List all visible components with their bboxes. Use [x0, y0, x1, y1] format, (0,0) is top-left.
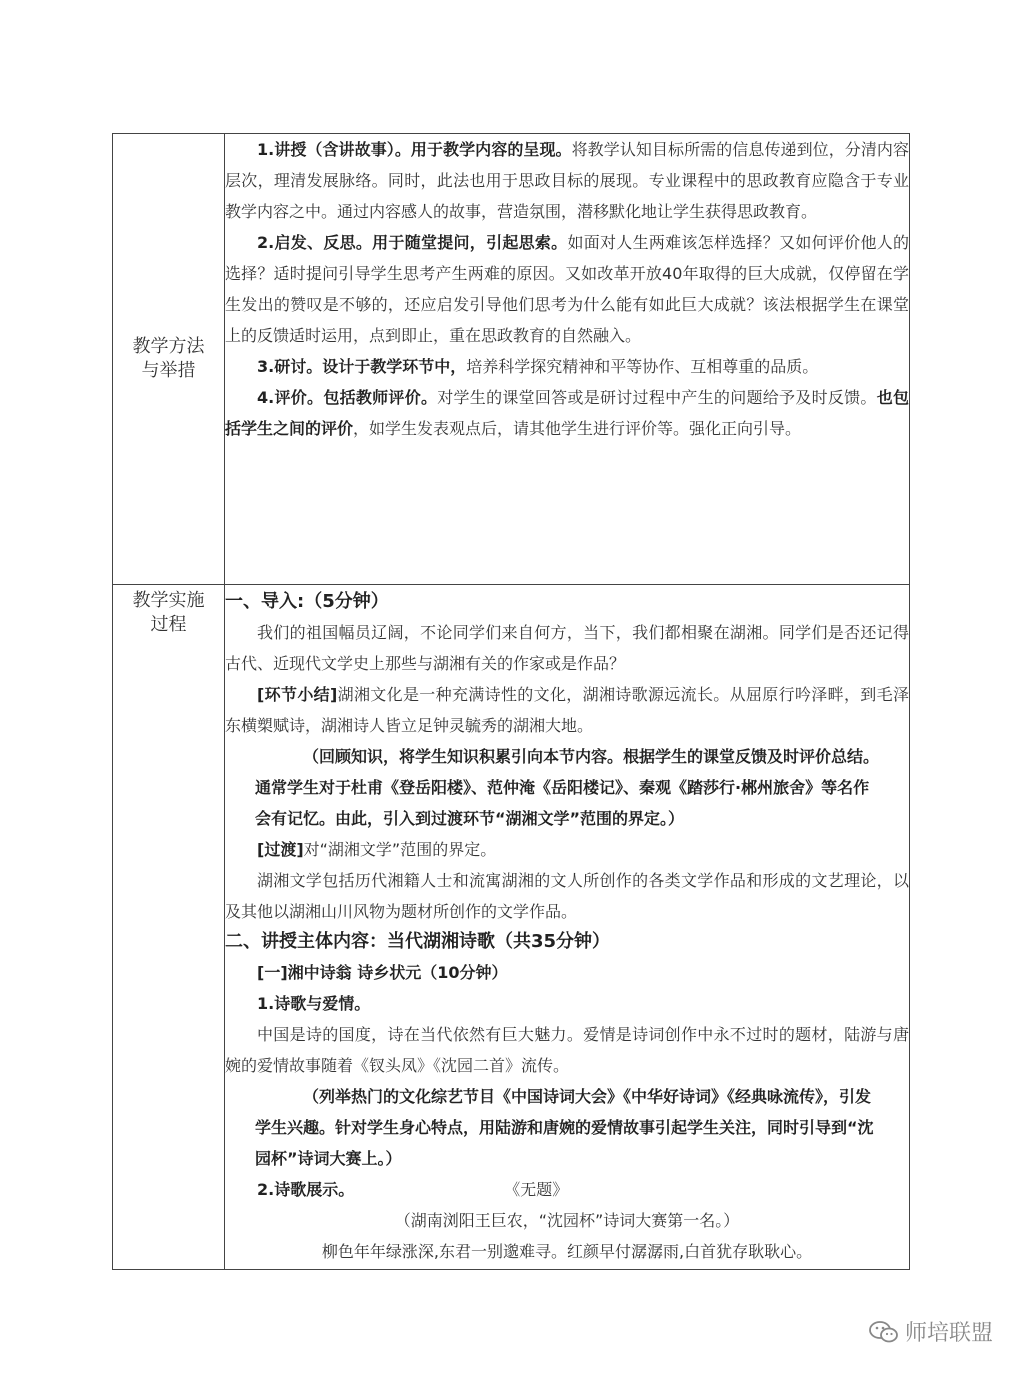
method-item: 3.研讨。设计于教学环节中，培养科学探究精神和平等协作、互相尊重的品质。 — [257, 357, 819, 376]
poem-line: 柳色年年绿涨深,东君一别邈难寻。红颜早付潺潺雨,白首犹存耿耿心。 — [321, 1242, 813, 1261]
wechat-icon — [869, 1321, 899, 1343]
definition-paragraph: 湖湘文学包括历代湘籍人士和流寓湖湘的文人所创作的各类文学作品和形成的文艺理论，以及其他以湖湘山川风物为题材所创作的文学作品。 — [225, 871, 909, 921]
section-title: 二、讲授主体内容：当代湖湘诗歌（共35分钟） — [225, 931, 611, 952]
teaching-note: （列举热门的文化综艺节目《中国诗词大会》《中华好诗词》《经典咏流传》，引发学生兴趣。针对学生身心特点，用陆游和唐婉的爱情故事引起学生关注，同时引导到“沈园杯”诗词大赛上。） — [255, 1087, 874, 1168]
method-item: 4.评价。包括教师评价。对学生的课堂回答或是研讨过程中产生的问题给予及时反馈。也包括学生之间的评价，如学生发表观点后，请其他学生进行评价等。强化正向引导。 — [225, 388, 909, 438]
poem-title: 《无题》 — [504, 1180, 569, 1199]
summary-paragraph: [环节小结]湖湘文化是一种充满诗性的文化，湖湘诗歌源远流长。从屈原行吟泽畔，到毛泽东横槊赋诗，湖湘诗人皆立足钟灵毓秀的湖湘大地。 — [225, 685, 909, 735]
process-content — [225, 585, 910, 1270]
watermark-text: 师培联盟 — [904, 1321, 993, 1346]
poem-author: （湖南浏阳王巨农，“沈园杯”诗词大赛第一名。） — [394, 1211, 740, 1230]
poem-header: 2.诗歌展示。 《无题》 — [257, 1180, 569, 1199]
methods-content — [225, 134, 910, 585]
watermark — [869, 1316, 993, 1347]
intro-paragraph: 我们的祖国幅员辽阔，不论同学们来自何方，当下，我们都相聚在湖湘。同学们是否还记得古代、近现代文学史上那些与湖湘有关的作家或是作品？ — [225, 623, 909, 673]
section-title: 一、导入:（5分钟） — [225, 591, 389, 612]
row-label-line: 教学实施 — [132, 590, 205, 611]
row-label — [113, 134, 225, 585]
method-item: 2.启发、反思。用于随堂提问，引起思索。如面对人生两难该怎样选择？又如何评价他人的选择？适时提问引导学生思考产生两难的原因。又如改革开放40年取得的巨大成就，仅停留在学生发出的赞叹是不够的，还应启发引导他们思考为什么能有如此巨大成就？该法根据学生在课堂上的反馈适时运用，点到即止，重在思政教育的自然融入。 — [225, 233, 909, 345]
document-table — [112, 133, 910, 1270]
row-label-line: 教学方法 — [132, 336, 205, 357]
table-row — [113, 585, 910, 1270]
row-label-line: 与举措 — [141, 360, 196, 381]
method-item: 1.讲授（含讲故事）。用于教学内容的呈现。将教学认知目标所需的信息传递到位，分清内容层次，理清发展脉络。同时，此法也用于思政目标的展现。专业课程中的思政教育应隐含于专业教学内容之中。通过内容感人的故事，营造氛围，潜移默化地让学生获得思政教育。 — [225, 140, 909, 221]
point-title: 1.诗歌与爱情。 — [257, 994, 371, 1013]
row-label — [113, 585, 225, 1270]
transition-paragraph: [过渡]对“湖湘文学”范围的界定。 — [257, 840, 497, 859]
point-paragraph: 中国是诗的国度，诗在当代依然有巨大魅力。爱情是诗词创作中永不过时的题材，陆游与唐婉的爱情故事随着《钗头凤》《沈园二首》流传。 — [225, 1025, 909, 1075]
teaching-note: （回顾知识，将学生知识积累引向本节内容。根据学生的课堂反馈及时评价总结。通常学生对于杜甫《登岳阳楼》、范仲淹《岳阳楼记》、秦观《踏莎行·郴州旅舍》等名作会有记忆。由此，引入到过渡环节“湖湘文学”范围的界定。） — [255, 747, 880, 828]
row-label-line: 过程 — [150, 614, 187, 635]
subsection-title: [一]湘中诗翁 诗乡状元（10分钟） — [257, 963, 508, 982]
table-row — [113, 134, 910, 585]
